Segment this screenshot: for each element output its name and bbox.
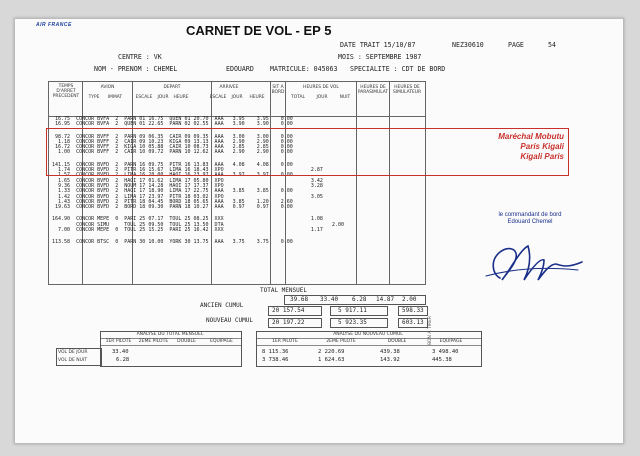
airline-logo: AIR FRANCE: [36, 22, 72, 28]
document-code: NEZ30610: [452, 41, 484, 49]
signature-caption: [470, 212, 590, 226]
analyse-divider: [101, 345, 241, 346]
analyse-cumul-col: 1ER PILOTE: [272, 339, 298, 344]
ancien-cumul-para: 598.33: [402, 307, 424, 314]
table-row: 164.90 CONCOR MEPE 0 PARI 25 07.17 TOUL 25 08.25 XXX 1.08: [52, 216, 323, 223]
nouveau-cumul-total: 20 197.22: [272, 319, 305, 326]
col-jour-arr: JOUR: [231, 95, 243, 100]
cumul-nuit-equipage: 445.38: [432, 357, 452, 363]
signature-line-1: le commandant de bord: [498, 212, 562, 218]
document-title: CARNET DE VOL - EP 5: [186, 23, 332, 38]
ancien-cumul-total: 20 157.54: [272, 307, 305, 314]
analyse-mensuel-col: EQUIPAGE: [210, 339, 233, 344]
vol-nuit-label: VOL DE NUIT: [58, 358, 87, 363]
table-row: 1.57 CONCOR BVFD 2 LIMA 16 20.00 HAOI 16 23.97 AAA 3.97 3.97 0.00: [52, 172, 293, 179]
nom-prenom-field: NOM - PRENOM : CHEMEL: [94, 65, 178, 73]
cumul-jour-equipage: 3 498.40: [432, 349, 459, 355]
analyse-mensuel-col: DOUBLE: [177, 339, 196, 344]
col-jour-dep: JOUR: [157, 95, 169, 100]
annotation-text: [476, 132, 564, 162]
date-trait: DATE TRAIT 15/10/87: [340, 41, 416, 49]
nouveau-cumul-jour: 5 923.35: [338, 319, 367, 326]
vol-jour-value: 33.40: [112, 349, 129, 355]
analyse-divider: [257, 345, 481, 346]
table-row: 16.72 CONCOR BVFF 2 KIGA 10 05.88 CAIR 10 08.73 AAA 2.85 2.85 0.00: [52, 144, 293, 151]
table-row: CONCOR SIMU TOUL 25 09.50 TOUL 25 13.50 DTA 2.00: [52, 221, 344, 228]
ancien-cumul-label: ANCIEN CUMUL: [200, 302, 244, 309]
col-jour: JOUR: [316, 95, 328, 100]
table-row: 141.15 CONCOR BVFD 2 PARN 16 09.75 PITR 16 13.83 AAA 4.08 4.08 0.00: [52, 161, 293, 168]
col-nuit: NUIT: [339, 95, 351, 100]
col-arrivee: ARRIVEE: [219, 85, 239, 90]
table-row: 1.74 CONCOR BVFD 2 PITR 16 15.67 LIMA 16 18.43 XPO 2.87: [52, 167, 323, 174]
annotation-line-2: Paris Kigali: [520, 142, 564, 151]
specialite-field: SPECIALITE : CDT DE BORD: [350, 65, 446, 73]
nouveau-cumul-para: 603.13: [402, 319, 424, 326]
vol-nuit-value: 6.28: [116, 357, 130, 363]
col-heure-dep: HEURE: [173, 95, 189, 100]
col-temps: TEMPS D'ARRET PRECEDENT: [52, 84, 80, 99]
cumul-jour-2eme: 2 220.69: [318, 349, 345, 355]
mois-field: MOIS : SEPTEMBRE 1987: [338, 53, 422, 61]
table-row: 19.63 CONCOR BVFD 2 BORD 18 09.30 PARN 18 10.27 AAA 0.97 0.97 0.00: [52, 204, 293, 211]
total-mensuel-nuit: 6.28: [352, 296, 367, 303]
table-row: 9.36 CONCOR BVFD 2 NOUM 17 14.28 HAOI 17 17.37 XPO 3.28: [52, 182, 323, 189]
col-type: TYPE: [88, 95, 100, 100]
centre-field: CENTRE : VK: [118, 53, 162, 61]
analyse-mensuel-col: 2EME PILOTE: [138, 339, 169, 344]
table-row: 1.33 CONCOR BVFD 2 HAOI 17 18.90 LIMA 17 22.75 AAA 3.85 3.85 0.00: [52, 188, 293, 195]
table-row: 1.65 CONCOR BVFD 2 HAOI 17 01.62 LIMA 17 05.80 XPO 3.42: [52, 177, 323, 184]
total-mensuel-para: 14.87: [376, 296, 395, 303]
col-simulateur: HEURES DE SIMULATEUR: [392, 85, 421, 95]
analyse-cumul-title: ANALYSE DU NOUVEAU CUMUL: [333, 332, 403, 337]
table-row: 16.75 CONCOR BVFA 2 PARN 01 16.75 QUEN 01 20.70 AAA 3.95 3.95 0.00: [52, 116, 293, 122]
table-row: 113.58 CONCOR BTSC 0 PARN 30 10.00 YORK 30 13.75 AAA 3.75 3.75 0.00: [52, 239, 293, 246]
analyse-cumul-col: EQUIPAGE: [439, 339, 463, 344]
col-escale-dep: ESCALE: [135, 95, 153, 100]
table-row: 1.42 CONCOR BVFD 2 LIMA 17 23.97 PITR 18 03.02 XPO 3.05: [52, 193, 323, 200]
vol-jour-label: VOL DE JOUR: [58, 350, 88, 355]
table-row: 1.00 CONCOR BVFF 2 CAIR 10 09.72 PARN 10 12.62 AAA 2.90 2.90 0.00: [52, 149, 293, 156]
cumul-nuit-2eme: 1 624.63: [318, 357, 345, 363]
col-parasimulat: HEURES DE PARASIMULAT: [357, 85, 389, 95]
prenom-value: EDOUARD: [226, 65, 254, 73]
col-depart: DEPART: [163, 85, 181, 90]
annotation-line-3: Kigali Paris: [520, 152, 564, 161]
col-immat: IMMAT: [107, 95, 123, 100]
signature-line-2: Edouard Chemel: [507, 219, 553, 225]
analyse-mensuel-title: ANALYSE DU TOTAL MENSUEL: [136, 332, 204, 337]
cumul-nuit-double: 143.92: [380, 357, 400, 363]
analyse-cumul-col: DOUBLE: [387, 339, 407, 344]
annotation-line-1: Maréchal Mobutu: [498, 132, 564, 141]
ancien-cumul-jour: 5 917.11: [338, 307, 367, 314]
total-mensuel-simu: 2.00: [402, 296, 417, 303]
table-row: 7.00 CONCOR MEPE 0 TOUL 25 15.25 PARI 25 16.42 XXX 1.17: [52, 227, 323, 234]
analyse-mensuel-col: 1ER PILOTE: [105, 339, 132, 344]
matricule-field: MATRICULE: 045063: [270, 65, 338, 73]
page-label: PAGE: [508, 41, 524, 49]
cumul-jour-1er: 8 115.36: [262, 349, 289, 355]
col-escale-arr: ESCALE: [209, 95, 227, 100]
table-row: 1.43 CONCOR BVFD 2 PITR 18 04.45 BORD 18 05.65 AAA 3.85 1.20 2.60: [52, 198, 293, 205]
nouveau-cumul-label: NOUVEAU CUMUL: [206, 317, 253, 324]
handwritten-signature: [478, 230, 588, 290]
col-total: TOTAL: [291, 95, 305, 100]
total-mensuel-label: TOTAL MENSUEL: [260, 287, 307, 294]
cumul-nuit-1er: 3 738.46: [262, 357, 289, 363]
table-row: 16.95 CONCOR BVFA 2 QUEN 01 22.65 PARN 02 02.55 AAA 3.90 3.90 0.00: [52, 121, 293, 128]
total-mensuel-total: 39.68: [290, 296, 309, 303]
col-avion: AVION: [100, 85, 115, 90]
table-row: 1.18 CONCOR BVFF 2 CAIR 09 10.23 KIGA 09 13.13 AAA 2.90 2.90 0.00: [52, 138, 293, 145]
page-number: 54: [548, 41, 556, 49]
analyse-cumul-col: 2EME PILOTE: [326, 339, 356, 344]
cumul-jour-double: 439.38: [380, 349, 400, 355]
col-heure-arr: HEURE: [249, 95, 265, 100]
vertical-stamp: BON A TIRER: [428, 316, 433, 346]
total-mensuel-jour: 33.40: [320, 296, 339, 303]
col-heures-vol: HEURES DE VOL: [303, 85, 339, 90]
col-sit: SIT A BORD: [271, 85, 285, 95]
table-row: 98.72 CONCOR BVFF 2 PARN 09 06.35 CAIR 09 09.35 AAA 3.00 3.00 0.00: [52, 133, 293, 140]
